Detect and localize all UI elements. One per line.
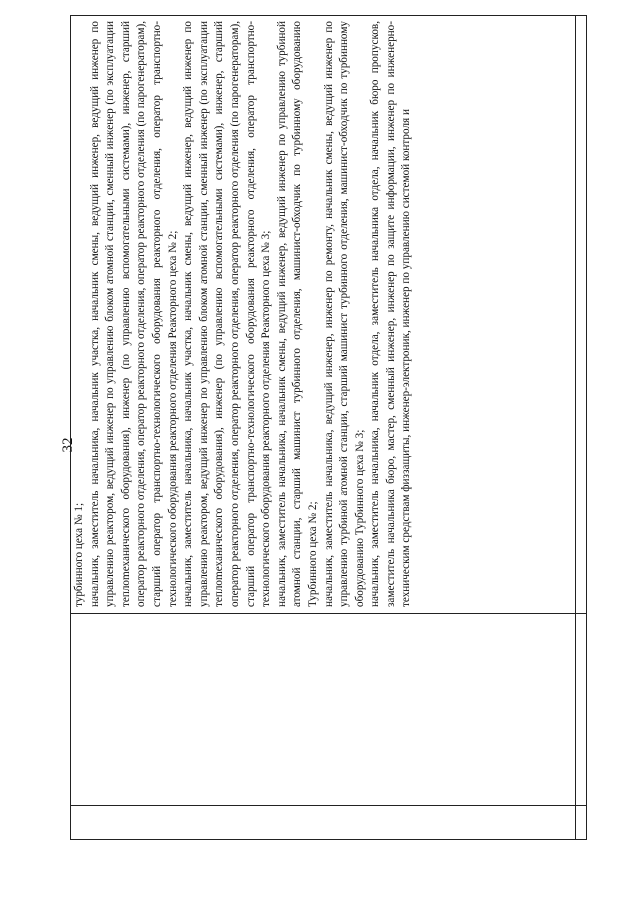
table-cell-number [71, 805, 575, 839]
table-row-tail [576, 16, 586, 839]
table-cell-organization-tail [576, 613, 586, 805]
table-cell-positions [71, 16, 575, 613]
table-row [71, 16, 576, 839]
table-cell-positions-tail [576, 16, 586, 613]
table-cell-organization [71, 613, 575, 805]
page-number: 32 [60, 437, 76, 453]
document-table [70, 15, 587, 840]
positions-text: турбинного цеха № 1; начальник, заместитель начальника, начальник участка, начальник смены, ведущий инженер, ведущий инженер по управлению реактором, ведущий инженер по управлению блоком атомной станции, сменный инженер (по эксплуатации теплomеханического оборудования), инженер (по управлению вспомогательными системами), инженер, старший оператор реакторного отделения, оператор реакторного отделения, оператор реакторного отделения (по парогенераторам), старший оператор транспортно-технологического оборудования реакторного отделения, оператор транспортно-технологического оборудования реакторного отделения Реакторного цеха № 2; начальник, заместитель начальника, начальник участка, начальник смены, ведущий инженер, ведущий инженер по управлению реактором, ведущий инженер по управлению блоком атомной станции, сменный инженер (по эксплуатации теплomеханического оборудования), инженер (по управлению вспомогательными системами), инженер, старший оператор реакторного отделения, оператор реакторного отделения, оператор реакторного отделения (по парогенераторам), старший оператор транспортно-технологического оборудования реакторного отделения, оператор транспортно-технологического оборудования реакторного отделения Реакторного цеха № 3; начальник, заместитель начальника, начальник смены, ведущий инженер, ведущий инженер по управлению турбиной атомной станции, старший машинист турбинного отделения, машинист-обходчик по турбинному оборудованию Турбинного цеха № 2; начальник, заместитель начальника, ведущий инженер, инженер по ремонту, начальник смены, ведущий инженер по управлению турбиной атомной станции, старший машинист турбинного отделения, машинист-обходчик по турбинному оборудованию Турбинного цеха № 3; начальник, заместитель начальника, начальник отдела, заместитель начальника отдела, начальник бюро пропусков, заместитель начальника бюро, мастер, сменный инженер, инженер по защите информации, инженер по инженерно-техническим средствам физзащиты, инженер-электроник, инженер по управлению системой контроля и [73, 21, 413, 607]
table-cell-number-tail [576, 805, 586, 839]
